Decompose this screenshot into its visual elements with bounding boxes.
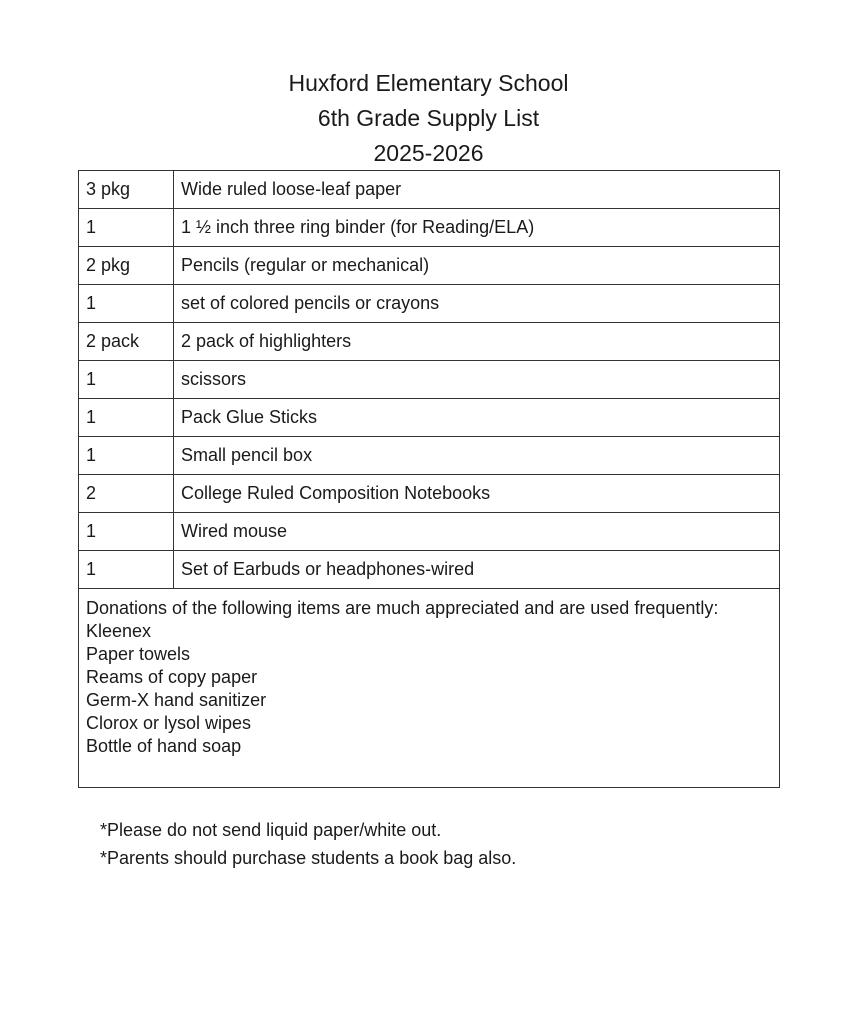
item-cell: Pencils (regular or mechanical) bbox=[174, 247, 780, 285]
school-year: 2025-2026 bbox=[373, 140, 484, 166]
donations-intro: Donations of the following items are much appreciated and are used frequently: bbox=[86, 598, 719, 618]
donation-item: Paper towels bbox=[86, 644, 191, 664]
quantity-cell: 1 bbox=[79, 209, 174, 247]
table-row bbox=[79, 247, 780, 285]
table-row bbox=[79, 551, 780, 589]
supply-table bbox=[78, 170, 780, 788]
quantity-cell: 1 bbox=[79, 285, 174, 323]
item-cell: Wired mouse bbox=[174, 513, 780, 551]
footnotes bbox=[100, 816, 516, 872]
donation-item: Bottle of hand soap bbox=[86, 736, 242, 756]
item-cell: College Ruled Composition Notebooks bbox=[174, 475, 780, 513]
school-name: Huxford Elementary School bbox=[288, 70, 569, 96]
quantity-cell: 1 bbox=[79, 399, 174, 437]
donation-item: Clorox or lysol wipes bbox=[86, 713, 252, 733]
item-cell: scissors bbox=[174, 361, 780, 399]
quantity-cell: 1 bbox=[79, 551, 174, 589]
item-cell: set of colored pencils or crayons bbox=[174, 285, 780, 323]
quantity-cell: 2 pkg bbox=[79, 247, 174, 285]
quantity-cell: 1 bbox=[79, 361, 174, 399]
donations-cell bbox=[79, 589, 780, 788]
quantity-cell: 2 bbox=[79, 475, 174, 513]
quantity-cell: 2 pack bbox=[79, 323, 174, 361]
item-cell: Pack Glue Sticks bbox=[174, 399, 780, 437]
table-row bbox=[79, 171, 780, 209]
item-cell: Small pencil box bbox=[174, 437, 780, 475]
item-cell: 2 pack of highlighters bbox=[174, 323, 780, 361]
quantity-cell: 3 pkg bbox=[79, 171, 174, 209]
table-row bbox=[79, 437, 780, 475]
note-book-bag: *Parents should purchase students a book bag also. bbox=[100, 848, 517, 868]
table-row bbox=[79, 285, 780, 323]
table-row bbox=[79, 513, 780, 551]
table-row bbox=[79, 399, 780, 437]
donations-row bbox=[79, 589, 780, 788]
quantity-cell: 1 bbox=[79, 513, 174, 551]
table-row bbox=[79, 475, 780, 513]
note-liquid-paper: *Please do not send liquid paper/white out. bbox=[100, 820, 442, 840]
donation-item: Kleenex bbox=[86, 621, 152, 641]
table-row bbox=[79, 209, 780, 247]
item-cell: Set of Earbuds or headphones-wired bbox=[174, 551, 780, 589]
donation-item: Germ-X hand sanitizer bbox=[86, 690, 267, 710]
item-cell: 1 ½ inch three ring binder (for Reading/ELA) bbox=[174, 209, 780, 247]
table-row bbox=[79, 361, 780, 399]
donation-item: Reams of copy paper bbox=[86, 667, 258, 687]
table-row bbox=[79, 323, 780, 361]
quantity-cell: 1 bbox=[79, 437, 174, 475]
list-title: 6th Grade Supply List bbox=[317, 105, 540, 131]
document-header bbox=[0, 66, 857, 171]
item-cell: Wide ruled loose-leaf paper bbox=[174, 171, 780, 209]
